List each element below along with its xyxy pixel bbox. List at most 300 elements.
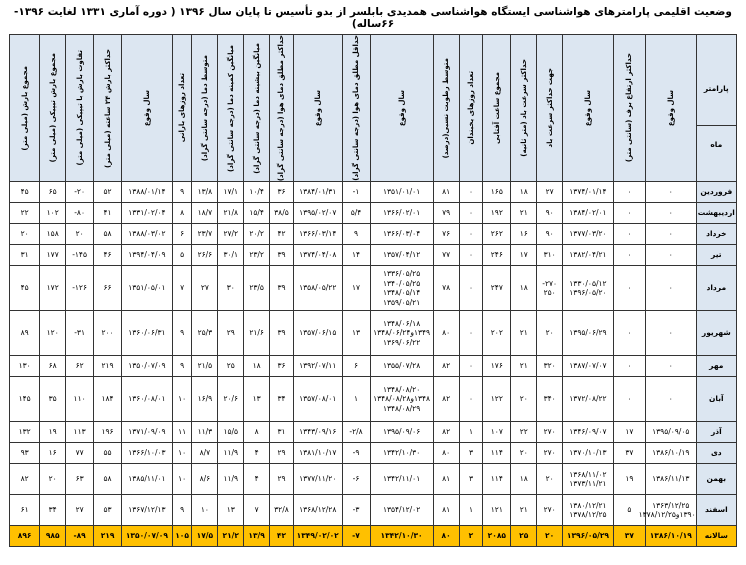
table-cell: ۱۳۷۴/۰۴/۰۸ xyxy=(293,245,342,266)
table-cell: ۲۴۷ xyxy=(483,266,511,311)
column-header xyxy=(172,35,192,182)
table-cell xyxy=(370,377,433,422)
table-cell: ۸۰ xyxy=(433,443,459,464)
table-cell: ۲۹ xyxy=(218,311,244,356)
column-header-label: جهت حداکثر سرعت باد xyxy=(545,68,554,148)
table-cell: ۰ xyxy=(459,377,483,422)
table-cell: ۲۱/۵ xyxy=(192,356,218,377)
table-cell: ۸۰- xyxy=(66,203,94,224)
table-cell: ۲۲ xyxy=(10,203,40,224)
column-header-label: متوسط دما (درجه سانتی گراد) xyxy=(200,55,209,162)
table-cell: ۲۰ xyxy=(40,464,66,495)
month-cell: اردیبهشت xyxy=(696,203,736,224)
page-title: وضعیت اقلیمی پارامترهای هواشناسی ایستگاه هواشناسی همدیدی بابلسر از بدو تأسیس تا پایان سال ۱۳۹۶ ( دوره آماری ۱۳۳۱ لغایت ۱۳۹۶- ۶۶ساله) xyxy=(14,6,732,30)
table-cell: ۱۰۷ xyxy=(483,422,511,443)
table-cell: ۸/۶ xyxy=(192,464,218,495)
table-cell: ۰ xyxy=(459,245,483,266)
cell-line: ۱۳۴۸و۱۳۴۸/۰۸/۲۸ xyxy=(373,394,431,404)
table-row xyxy=(10,495,737,526)
table-cell: ۱۳۹۶/۰۵/۲۹ xyxy=(563,526,614,547)
table-cell: ۱۳۸۶/۱۱/۱۳ xyxy=(645,464,696,495)
table-cell: ۱۳۸۶/۱۰/۱۹ xyxy=(645,526,696,547)
column-header xyxy=(10,35,40,182)
table-row xyxy=(10,182,737,203)
table-cell: ۲/۸- xyxy=(342,422,370,443)
table-cell: ۴۵ xyxy=(10,182,40,203)
table-cell: ۱۳۸۴/۰۲/۰۱ xyxy=(563,203,614,224)
table-cell: ۳۵ xyxy=(40,377,66,422)
cell-line: ۱۳۶۹/۰۶/۲۲ xyxy=(382,337,421,347)
month-cell: مهر xyxy=(696,356,736,377)
table-cell: ۲۳/۵ xyxy=(244,266,270,311)
table-cell: ۳۶ xyxy=(270,356,294,377)
table-row xyxy=(10,443,737,464)
table-cell: ۱۳۹۵/۰۹/۰۵ xyxy=(645,422,696,443)
table-cell: ۷۹ xyxy=(433,203,459,224)
table-cell: ۱۱/۳ xyxy=(192,422,218,443)
table-row xyxy=(10,245,737,266)
table-cell: ۸ xyxy=(244,422,270,443)
column-header-label: سال وقوع xyxy=(142,90,151,127)
table-cell: ۸ xyxy=(172,203,192,224)
table-cell: ۷۷ xyxy=(66,443,94,464)
month-cell: اسفند xyxy=(696,495,736,526)
month-cell: شهریور xyxy=(696,311,736,356)
table-cell xyxy=(638,495,696,526)
table-cell: ۵ xyxy=(172,245,192,266)
table-cell: ۱۳ xyxy=(342,311,370,356)
column-header xyxy=(94,35,122,182)
table-cell: ۹- xyxy=(342,443,370,464)
table-cell: ۲۵/۳ xyxy=(192,311,218,356)
table-row xyxy=(10,526,737,547)
table-cell: ۲۰ xyxy=(66,224,94,245)
table-cell: ۱۱۰ xyxy=(66,377,94,422)
table-cell: ۳۴ xyxy=(270,377,294,422)
table-cell: ۳۱ xyxy=(270,422,294,443)
table-cell: ۳۲/۸ xyxy=(270,495,294,526)
table-cell: ۶ xyxy=(172,224,192,245)
column-header xyxy=(244,35,270,182)
table-cell: ۵/۴ xyxy=(342,203,370,224)
cell-line: ۱۳۶۸/۱۱/۰۲ xyxy=(569,469,607,479)
table-cell: ۱۷۲ xyxy=(40,266,66,311)
table-cell: ۰ xyxy=(613,266,645,311)
table-cell: ۲۰ xyxy=(511,443,537,464)
table-cell: ۸۲ xyxy=(433,377,459,422)
table-cell: ۴۶ xyxy=(94,245,122,266)
table-cell: ۷۷ xyxy=(433,245,459,266)
table-cell: ۱۳۵۷/۰۶/۱۵ xyxy=(293,311,342,356)
table-cell: ۳۴۰ xyxy=(537,377,563,422)
table-cell: ۰ xyxy=(459,224,483,245)
table-cell: ۹ xyxy=(172,495,192,526)
table-cell: ۵۳ xyxy=(94,495,122,526)
table-cell: ۸۹- xyxy=(66,526,94,547)
cell-line: ۱۳۴۸/۰۶/۱۸ xyxy=(382,319,421,329)
table-cell: ۲۱ xyxy=(511,495,537,526)
table-cell: ۹۳ xyxy=(10,443,40,464)
table-cell: ۷۶ xyxy=(433,224,459,245)
table-cell: ۱۴۵ xyxy=(10,377,40,422)
table-cell: ۱۱۴ xyxy=(483,443,511,464)
month-cell: خرداد xyxy=(696,224,736,245)
table-cell: ۲۰/۶ xyxy=(218,377,244,422)
column-header xyxy=(270,35,294,182)
month-cell: سالانه xyxy=(696,526,736,547)
table-cell: ۱۲۰ xyxy=(40,311,66,356)
table-cell: ۱۷ xyxy=(613,422,645,443)
month-cell: آذر xyxy=(696,422,736,443)
table-cell: ۱۶۵ xyxy=(483,182,511,203)
table-cell: ۹۰ xyxy=(537,224,563,245)
table-cell: ۳۶ xyxy=(270,182,294,203)
table-row xyxy=(10,464,737,495)
table-cell: ۲۷ xyxy=(66,495,94,526)
table-cell: ۲۴۶ xyxy=(483,245,511,266)
table-cell: ۱۳۴۹/۰۲/۰۲ xyxy=(293,526,342,547)
table-cell: ۱۱۴ xyxy=(483,464,511,495)
table-cell: ۴۵ xyxy=(10,266,40,311)
cell-line: ۱۳۴۸/۰۸/۲۹ xyxy=(382,403,421,413)
table-cell: ۸۰ xyxy=(433,526,459,547)
table-cell: ۳۹ xyxy=(270,266,294,311)
table-cell: ۱۳۵۸/۰۵/۲۲ xyxy=(293,266,342,311)
table-cell: ۲۹ xyxy=(270,464,294,495)
table-cell xyxy=(563,495,614,526)
table-cell: ۱۸ xyxy=(511,182,537,203)
month-cell: تیر xyxy=(696,245,736,266)
table-cell: ۲ xyxy=(459,526,483,547)
table-cell: ۸۰ xyxy=(433,311,459,356)
table-cell: ۱۳۷۷/۰۳/۲۰ xyxy=(563,224,614,245)
table-cell: ۰ xyxy=(645,203,696,224)
table-row xyxy=(10,311,737,356)
table-cell: ۵ xyxy=(613,495,645,526)
cell-line: ۱۳۴۰/۰۵/۲۵ xyxy=(382,278,421,288)
table-cell: ۲۶۲ xyxy=(483,224,511,245)
table-cell xyxy=(370,311,433,356)
table-cell: ۱۰۵ xyxy=(172,526,192,547)
table-cell: ۰ xyxy=(459,182,483,203)
table-cell: ۸۲ xyxy=(433,422,459,443)
cell-line: ۱۳۷۸/۱۲/۲۵ xyxy=(569,510,607,520)
table-cell: ۳۸/۵ xyxy=(270,203,294,224)
table-cell: ۰ xyxy=(459,356,483,377)
table-cell: ۳۷ xyxy=(613,443,645,464)
table-cell: ۳۰ xyxy=(218,266,244,311)
table-cell: ۱۷/۵ xyxy=(192,526,218,547)
column-header xyxy=(483,35,511,182)
table-cell: ۱۳۵۰/۰۷/۰۹ xyxy=(122,526,173,547)
table-cell: ۰ xyxy=(613,377,645,422)
column-header-label: تعداد روزهای یخبندان xyxy=(466,71,475,145)
table-cell: ۳۱- xyxy=(66,311,94,356)
table-cell: ۱۳۴۳/۰۹/۱۶ xyxy=(293,422,342,443)
cell-line: ۱۳۴۹و۱۳۴۸/۰۶/۲۴ xyxy=(373,328,431,338)
table-cell: ۱۳۳۱/۰۲/۰۴ xyxy=(122,203,173,224)
table-cell: ۱۳۵۴/۱۲/۰۲ xyxy=(370,495,433,526)
table-cell: ۱۳۸۶/۱۰/۱۹ xyxy=(645,443,696,464)
table-cell: ۱۸۴ xyxy=(94,377,122,422)
table-cell: ۱۱/۹ xyxy=(218,464,244,495)
table-cell: ۰ xyxy=(645,266,696,311)
table-cell: ۲۱/۸ xyxy=(218,203,244,224)
table-cell: ۱۷۷ xyxy=(40,245,66,266)
month-cell: بهمن xyxy=(696,464,736,495)
table-cell: ۱۸ xyxy=(511,464,537,495)
table-cell: ۲۱ xyxy=(511,203,537,224)
table-cell: ۱۹ xyxy=(613,464,645,495)
column-header-label: مجموع ساعت آفتابی xyxy=(492,72,501,145)
cell-line: ۱۳۳۰/۰۵/۱۲ xyxy=(569,278,607,288)
table-cell: ۱۵۸ xyxy=(40,224,66,245)
table-cell: ۹۰ xyxy=(537,203,563,224)
table-cell: ۲۰۲ xyxy=(483,311,511,356)
cell-line: ۱۳۳۶/۰۵/۲۵ xyxy=(382,269,421,279)
table-cell: ۲۵ xyxy=(511,526,537,547)
table-cell: ۷۸ xyxy=(433,266,459,311)
table-cell: ۱۲۱ xyxy=(483,495,511,526)
table-cell: ۱۰ xyxy=(172,443,192,464)
table-cell: ۳۱ xyxy=(10,245,40,266)
table-cell: ۰ xyxy=(645,245,696,266)
table-cell: ۰ xyxy=(613,356,645,377)
column-header xyxy=(66,35,94,182)
table-cell: ۴۲ xyxy=(270,526,294,547)
table-row xyxy=(10,203,737,224)
cell-line: ۱۳۴۸/۰۸/۲۰ xyxy=(382,385,421,395)
month-cell: فروردین xyxy=(696,182,736,203)
table-cell: ۵۵ xyxy=(94,443,122,464)
column-header xyxy=(613,35,645,182)
column-header-label: حداقل مطلق دمای هوا (درجه سانتی گراد) xyxy=(352,35,360,181)
column-header-label: سال وقوع xyxy=(666,90,675,127)
table-cell: ۱۷/۱ xyxy=(218,182,244,203)
table-cell: ۱۳۶۰/۰۶/۳۱ xyxy=(122,311,173,356)
table-cell: ۱۳۶۶/۰۲/۰۱ xyxy=(370,203,433,224)
table-cell: ۱۱/۹ xyxy=(218,443,244,464)
table-cell: ۹ xyxy=(172,311,192,356)
table-cell: ۲۰/۲ xyxy=(244,224,270,245)
table-cell: ۱۰۲ xyxy=(40,203,66,224)
table-cell: ۷ xyxy=(172,266,192,311)
table-cell: ۱۴ xyxy=(342,245,370,266)
table-cell: ۱۳۵۷/۰۸/۰۱ xyxy=(293,377,342,422)
table-cell: ۱۲۲ xyxy=(483,377,511,422)
column-header-label: میانگین بیشینه دما (درجه سانتی گراد) xyxy=(252,42,261,174)
table-cell: ۶۳ xyxy=(66,464,94,495)
table-cell: ۳- xyxy=(342,495,370,526)
cell-line: ۱۳۹۶/۰۵/۲۰ xyxy=(569,288,607,298)
cell-line: ۲۷۰- xyxy=(542,278,558,288)
table-cell: ۷- xyxy=(342,526,370,547)
table-cell: ۲۶/۶ xyxy=(192,245,218,266)
table-cell: ۱۳۵۱/۰۵/۰۱ xyxy=(122,266,173,311)
column-header-label: تفاوت بارش با تیپیکی (میلی متر) xyxy=(75,50,84,166)
month-label: ماه xyxy=(697,125,736,163)
table-row xyxy=(10,356,737,377)
table-cell: ۱۳/۸ xyxy=(192,182,218,203)
table-cell: ۳۲۰ xyxy=(537,356,563,377)
table-cell: ۲۱۹ xyxy=(94,356,122,377)
table-cell: ۱۳۹۵/۰۹/۰۶ xyxy=(370,422,433,443)
table-cell: ۲۰ xyxy=(537,311,563,356)
column-header xyxy=(40,35,66,182)
table-cell: ۰ xyxy=(613,245,645,266)
table-cell: ۰ xyxy=(613,203,645,224)
table-cell: ۱۳۵۰/۰۷/۰۹ xyxy=(122,356,173,377)
column-header-label: حداکثر مطلق دمای هوا (درجه سانتی گراد) xyxy=(277,35,286,182)
table-cell: ۸۹ xyxy=(10,311,40,356)
table-cell: ۱۷ xyxy=(342,266,370,311)
table-cell xyxy=(370,266,433,311)
table-cell: ۱۳ xyxy=(218,495,244,526)
column-header-label: مجموع بارش (میلی متر) xyxy=(20,65,29,151)
table-cell: ۱۴۵- xyxy=(66,245,94,266)
table-cell: ۱۹ xyxy=(40,422,66,443)
table-cell: ۰ xyxy=(459,266,483,311)
table-cell: ۱۳۶۶/۰۳/۰۴ xyxy=(370,224,433,245)
table-cell: ۲۰- xyxy=(66,182,94,203)
table-cell: ۲۰ xyxy=(511,377,537,422)
table-cell: ۰ xyxy=(613,224,645,245)
table-cell: ۰ xyxy=(645,356,696,377)
table-cell: ۲۱۹ xyxy=(94,526,122,547)
column-header-label: سال وقوع xyxy=(397,90,406,127)
table-cell: ۸۱ xyxy=(433,464,459,495)
table-cell: ۹۸۵ xyxy=(40,526,66,547)
table-cell: ۶۲ xyxy=(66,356,94,377)
table-cell: ۱۶ xyxy=(40,443,66,464)
column-header xyxy=(192,35,218,182)
table-cell: ۲۳/۷ xyxy=(192,224,218,245)
table-cell: ۱۳۰ xyxy=(10,356,40,377)
cell-line: ۱۳۴۸/۰۵/۱۴ xyxy=(382,288,421,298)
table-cell: ۱۳۴۲/۱۰/۳۰ xyxy=(370,526,433,547)
column-header-label: میانگین کمینه دما (درجه سانتی گراد) xyxy=(226,44,235,172)
table-cell: ۲۹ xyxy=(270,443,294,464)
table-cell: ۱۳۸۴/۰۱/۳۱ xyxy=(293,182,342,203)
climate-table xyxy=(9,34,737,547)
table-cell: ۱۰ xyxy=(172,464,192,495)
table-cell: ۰ xyxy=(645,182,696,203)
table-cell: ۴ xyxy=(244,443,270,464)
table-cell: ۱۳۸۸/۰۳/۰۲ xyxy=(122,224,173,245)
column-header-label: سال وقوع xyxy=(583,90,592,127)
table-cell: ۲۷/۲ xyxy=(218,224,244,245)
table-cell: ۶ xyxy=(342,356,370,377)
table-cell: ۰ xyxy=(645,311,696,356)
table-cell: ۰ xyxy=(645,377,696,422)
column-header xyxy=(459,35,483,182)
table-cell: ۱۳۸۷/۰۷/۰۷ xyxy=(563,356,614,377)
table-cell: ۱ xyxy=(459,422,483,443)
cell-line: ۱۳۶۳/۱۲/۲۵ xyxy=(652,500,690,510)
cell-line: ۱۳۵۹/۰۵/۲۱ xyxy=(382,297,421,307)
table-cell: ۱۳۸۸/۰۱/۱۴ xyxy=(122,182,173,203)
month-cell: دی xyxy=(696,443,736,464)
table-cell: ۴۲ xyxy=(270,224,294,245)
column-header-label: مجموع بارش تیپیکی (میلی متر) xyxy=(48,53,57,163)
table-cell: ۱۰ xyxy=(172,377,192,422)
table-cell: ۱۸ xyxy=(511,266,537,311)
table-cell: ۲۰ xyxy=(537,526,563,547)
table-cell: ۱۳۷۷/۱۱/۲۰ xyxy=(293,464,342,495)
table-cell: ۶۸ xyxy=(40,356,66,377)
table-cell: ۲۰۸۵ xyxy=(483,526,511,547)
table-cell: ۳۴ xyxy=(40,495,66,526)
table-cell: ۱۶/۹ xyxy=(192,377,218,422)
column-header xyxy=(370,35,433,182)
column-header-label: سال وقوع xyxy=(313,90,322,127)
column-header xyxy=(511,35,537,182)
table-cell: ۱۳۹۴/۰۴/۰۹ xyxy=(122,245,173,266)
table-cell: ۲۲ xyxy=(511,422,537,443)
table-cell: ۱۳۲ xyxy=(10,422,40,443)
column-header-label: متوسط رطوبت نسبی(درصد) xyxy=(442,57,451,159)
table-cell: ۱۳۸۵/۱۱/۰۱ xyxy=(122,464,173,495)
table-cell: ۱۹۲ xyxy=(483,203,511,224)
table-cell: ۳۹ xyxy=(270,311,294,356)
table-cell: ۱۳۶۶/۱۰/۰۳ xyxy=(122,443,173,464)
table-cell: ۱۳۹۲/۰۷/۱۱ xyxy=(293,356,342,377)
parameter-header xyxy=(696,35,736,182)
table-cell: ۱۰ xyxy=(192,495,218,526)
table-cell: ۲۱/۶ xyxy=(244,311,270,356)
table-cell: ۰ xyxy=(613,182,645,203)
table-cell: ۲۷۰ xyxy=(537,422,563,443)
table-cell: ۱۳۹۵/۰۶/۲۹ xyxy=(563,311,614,356)
table-cell: ۱ xyxy=(459,495,483,526)
table-cell: ۱۳۶۶/۰۳/۱۴ xyxy=(293,224,342,245)
table-cell: ۲۱/۲ xyxy=(218,526,244,547)
table-cell: ۱- xyxy=(342,182,370,203)
table-cell: ۱۳۷۱/۰۹/۰۹ xyxy=(122,422,173,443)
table-cell: ۱۲۶- xyxy=(66,266,94,311)
table-cell: ۱۳۸۲/۰۴/۲۱ xyxy=(563,245,614,266)
table-cell: ۹ xyxy=(342,224,370,245)
table-cell: ۴ xyxy=(244,464,270,495)
table-row xyxy=(10,377,737,422)
table-cell: ۰ xyxy=(613,311,645,356)
column-header xyxy=(645,35,696,182)
table-cell: ۱۳۷۰/۱۰/۱۳ xyxy=(563,443,614,464)
table-cell: ۲۰۰ xyxy=(94,311,122,356)
table-cell: ۲۷ xyxy=(537,182,563,203)
table-cell: ۱۳۶۷/۱۲/۱۳ xyxy=(122,495,173,526)
column-header xyxy=(563,35,614,182)
table-cell: ۸۱ xyxy=(433,495,459,526)
column-header xyxy=(293,35,342,182)
table-cell: ۲۷۰ xyxy=(537,495,563,526)
table-cell: ۳۱۰ xyxy=(537,245,563,266)
table-cell: ۴۱ xyxy=(94,203,122,224)
table-cell: ۱۳۶۸/۱۲/۲۸ xyxy=(293,495,342,526)
table-cell xyxy=(537,266,563,311)
table-cell: ۱۳۷۲/۰۸/۲۲ xyxy=(563,377,614,422)
table-cell: ۵۲ xyxy=(94,182,122,203)
table-cell: ۱۱ xyxy=(172,422,192,443)
table-cell: ۱۳۴۲/۱۰/۳۰ xyxy=(370,443,433,464)
table-cell: ۱۵/۴ xyxy=(244,203,270,224)
cell-line: ۱۳۸۰/۱۲/۲۱ xyxy=(569,500,607,510)
table-cell: ۳ xyxy=(459,464,483,495)
table-cell: ۱۷ xyxy=(511,245,537,266)
month-cell: مرداد xyxy=(696,266,736,311)
table-cell: ۸/۷ xyxy=(192,443,218,464)
column-header-label: حداکثر ارتفاع برف (سانتی متر) xyxy=(625,53,634,163)
